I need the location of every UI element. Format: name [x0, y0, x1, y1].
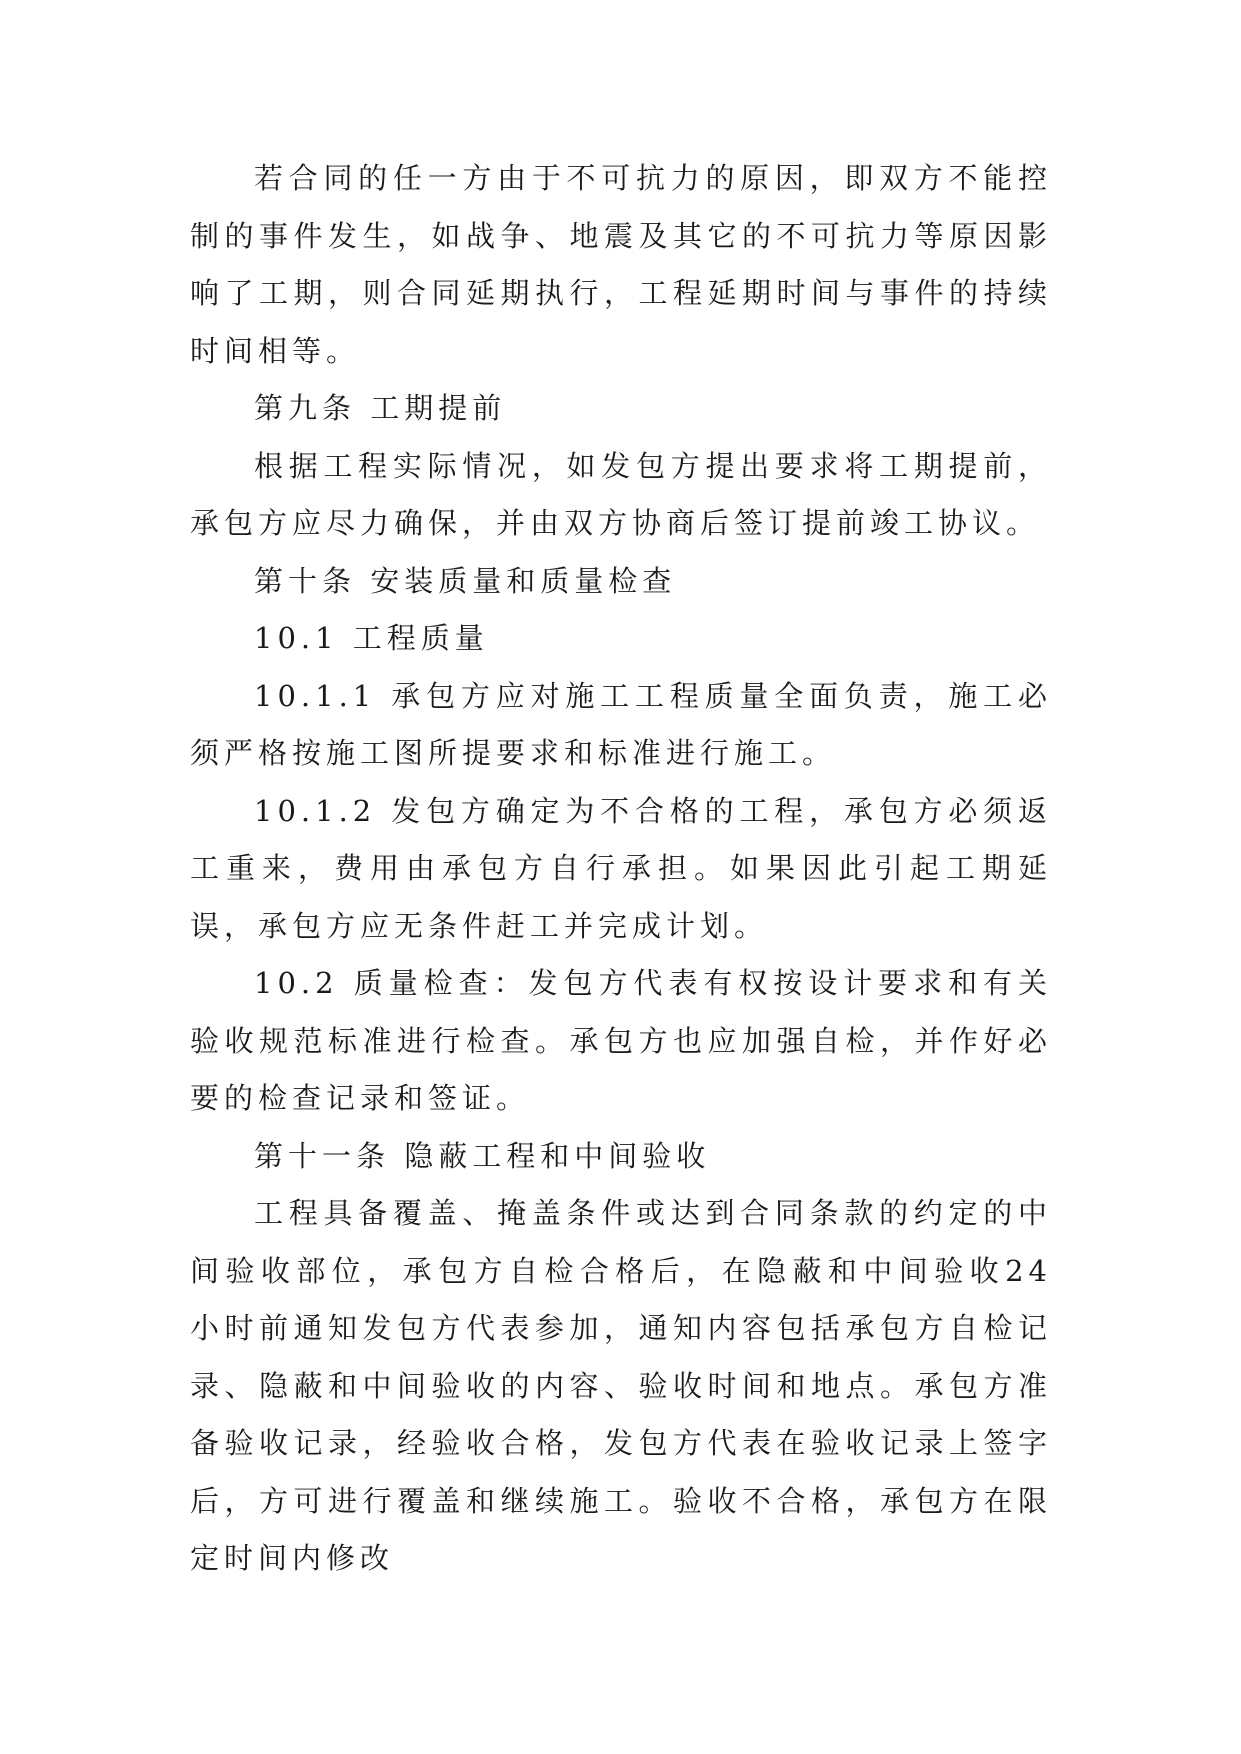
document-page — [190, 150, 1052, 1588]
clause-10-2-paragraph: 10.2 质量检查：发包方代表有权按设计要求和有关验收规范标准进行检查。承包方也应加强自检，并作好必要的检查记录和签证。 — [190, 966, 1052, 1115]
section-10-1-heading: 10.1 工程质量 — [254, 621, 489, 655]
article-11-heading: 第十一条 隐蔽工程和中间验收 — [254, 1138, 711, 1173]
clause-10-1-2-paragraph: 10.1.2 发包方确定为不合格的工程，承包方必须返工重来，费用由承包方自行承担。如果因此引起工期延误，承包方应无条件赶工并完成计划。 — [190, 793, 1052, 943]
hidden-works-paragraph: 工程具备覆盖、掩盖条件或达到合同条款的约定的中间验收部位，承包方自检合格后，在隐蔽和中间验收24小时前通知发包方代表参加，通知内容包括承包方自检记录、隐蔽和中间验收的内容、验收时间和地点。承包方准备验收记录，经验收合格，发包方代表在验收记录上签字后，方可进行覆盖和继续施工。验收不合格，承包方在限定时间内修改 — [190, 1196, 1052, 1575]
force-majeure-paragraph: 若合同的任一方由于不可抗力的原因，即双方不能控制的事件发生，如战争、地震及其它的不可抗力等原因影响了工期，则合同延期执行，工程延期时间与事件的持续时间相等。 — [190, 161, 1052, 368]
clause-10-1-1-paragraph: 10.1.1 承包方应对施工工程质量全面负责，施工必须严格按施工图所提要求和标准进行施工。 — [190, 678, 1052, 770]
early-completion-paragraph: 根据工程实际情况，如发包方提出要求将工期提前，承包方应尽力确保，并由双方协商后签订提前竣工协议。 — [190, 448, 1052, 540]
article-10-heading: 第十条 安装质量和质量检查 — [254, 563, 677, 598]
article-9-heading: 第九条 工期提前 — [254, 391, 507, 425]
